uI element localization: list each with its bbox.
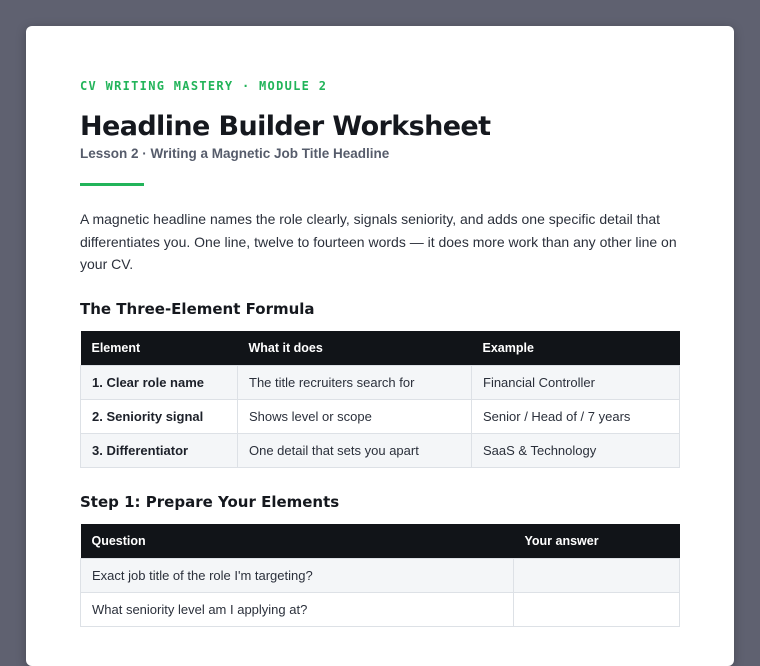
formula-what-cell: One detail that sets you apart [238, 433, 472, 467]
table-row [81, 399, 680, 433]
formula-table [80, 331, 680, 468]
step1-section-title: Step 1: Prepare Your Elements [80, 492, 340, 511]
formula-example-cell: SaaS & Technology [472, 433, 680, 467]
step1-header-row [81, 524, 680, 559]
course-eyebrow: CV WRITING MASTERY · MODULE 2 [80, 79, 328, 93]
formula-what-cell: Shows level or scope [238, 399, 472, 433]
formula-what-cell: The title recruiters search for [238, 365, 472, 399]
step1-col-answer: Your answer [514, 524, 680, 559]
formula-col-element: Element [81, 331, 238, 366]
formula-example-cell: Financial Controller [472, 365, 680, 399]
formula-section-title: The Three-Element Formula [80, 299, 315, 318]
formula-col-what: What it does [238, 331, 472, 366]
step1-question-cell: What seniority level am I applying at? [81, 592, 514, 626]
step1-table [80, 524, 680, 627]
lesson-subtitle: Lesson 2 · Writing a Magnetic Job Title Headline [80, 146, 390, 161]
formula-example-cell: Senior / Head of / 7 years [472, 399, 680, 433]
step1-answer-field[interactable] [514, 592, 680, 626]
table-row [81, 558, 680, 592]
formula-element-cell: 2. Seniority signal [81, 399, 238, 433]
formula-element-cell: 3. Differentiator [81, 433, 238, 467]
worksheet-content [80, 78, 680, 627]
table-row [81, 592, 680, 626]
step1-col-question: Question [81, 524, 514, 559]
table-row [81, 365, 680, 399]
accent-divider [80, 183, 144, 186]
intro-paragraph: A magnetic headline names the role clearly, signals seniority, and adds one specific detail that differentiates you. One line, twelve to fourteen words — it does more work than any other line on your CV. [80, 211, 677, 272]
formula-element-cell: 1. Clear role name [81, 365, 238, 399]
table-row [81, 433, 680, 467]
worksheet-page [26, 26, 734, 666]
step1-answer-field[interactable] [514, 558, 680, 592]
page-title: Headline Builder Worksheet [80, 111, 491, 142]
step1-question-cell: Exact job title of the role I'm targeting? [81, 558, 514, 592]
formula-col-example: Example [472, 331, 680, 366]
formula-header-row [81, 331, 680, 366]
